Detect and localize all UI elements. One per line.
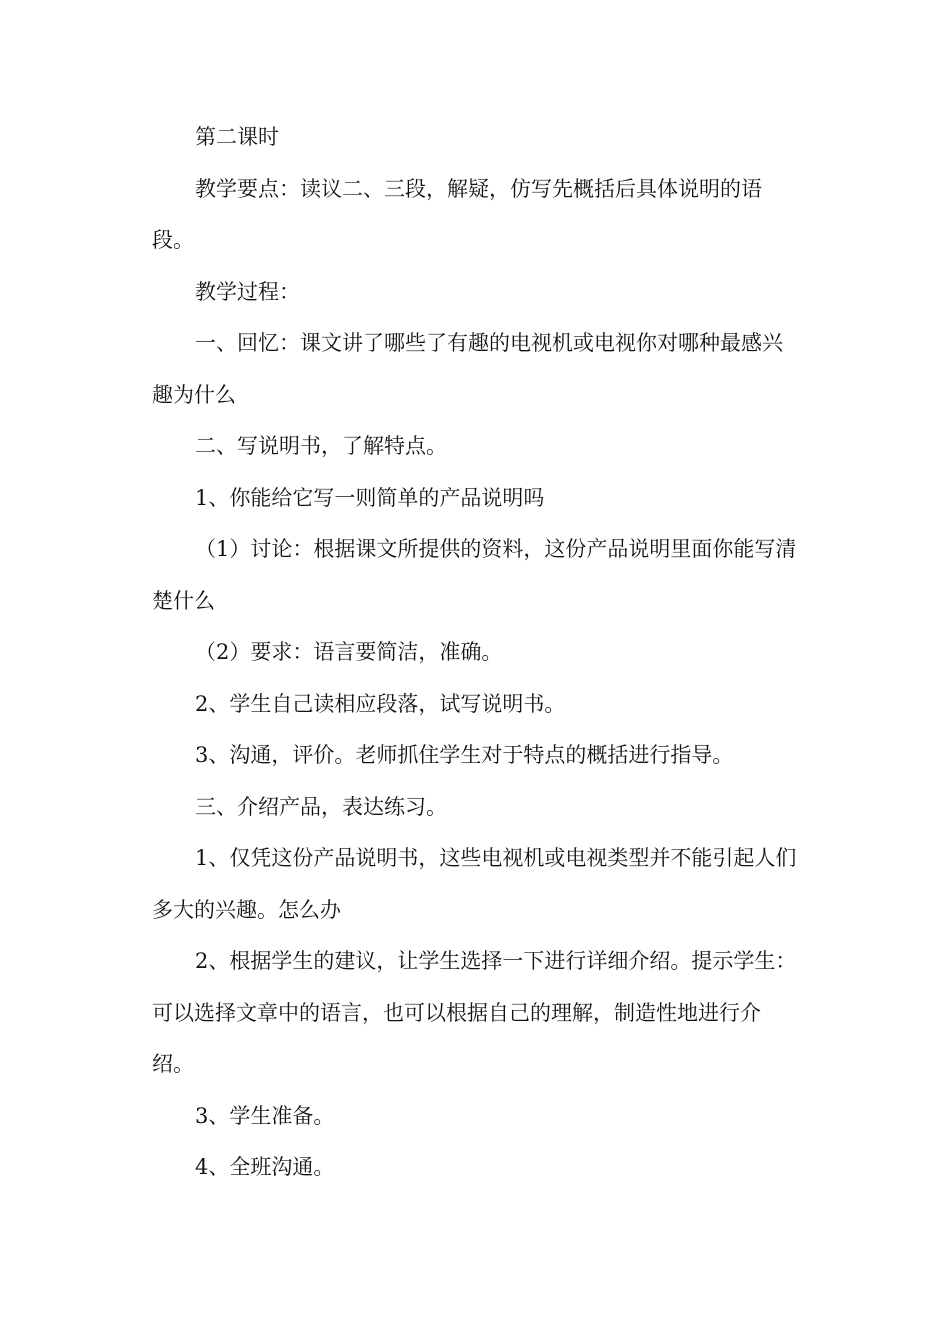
- step-three-item-4: 4、全班沟通。: [195, 1155, 335, 1179]
- document-body: [152, 112, 802, 1194]
- step-two-item-1-discussion: （1）讨论：根据课文所提供的资料，这份产品说明里面你能写清楚什么: [152, 537, 797, 613]
- step-three-item-2: 2、根据学生的建议，让学生选择一下进行详细介绍。提示学生：可以选择文章中的语言，也可以根据自己的理解，制造性地进行介绍。: [152, 949, 797, 1076]
- teaching-points-paragraph: 教学要点：读议二、三段，解疑，仿写先概括后具体说明的语段。: [152, 176, 762, 252]
- teaching-process-heading: 教学过程：: [195, 279, 300, 304]
- step-two-item-1-requirement: （2）要求：语言要简洁，准确。: [195, 640, 503, 664]
- step-two-item-1: 1、你能给它写一则简单的产品说明吗: [195, 485, 545, 510]
- step-three-item-1: 1、仅凭这份产品说明书，这些电视机或电视类型并不能引起人们多大的兴趣。怎么办: [152, 846, 797, 922]
- step-two-item-2: 2、学生自己读相应段落，试写说明书。: [195, 691, 566, 716]
- step-three-item-3: 3、学生准备。: [195, 1103, 335, 1128]
- lesson-heading: 第二课时: [195, 125, 279, 149]
- step-three-heading: 三、介绍产品，表达练习。: [195, 794, 447, 819]
- step-two-heading: 二、写说明书，了解特点。: [195, 434, 447, 458]
- step-two-item-3: 3、沟通，评价。老师抓住学生对于特点的概括进行指导。: [195, 743, 734, 767]
- step-one-recall: 一、回忆：课文讲了哪些了有趣的电视机或电视你对哪种最感兴趣为什么: [152, 331, 783, 407]
